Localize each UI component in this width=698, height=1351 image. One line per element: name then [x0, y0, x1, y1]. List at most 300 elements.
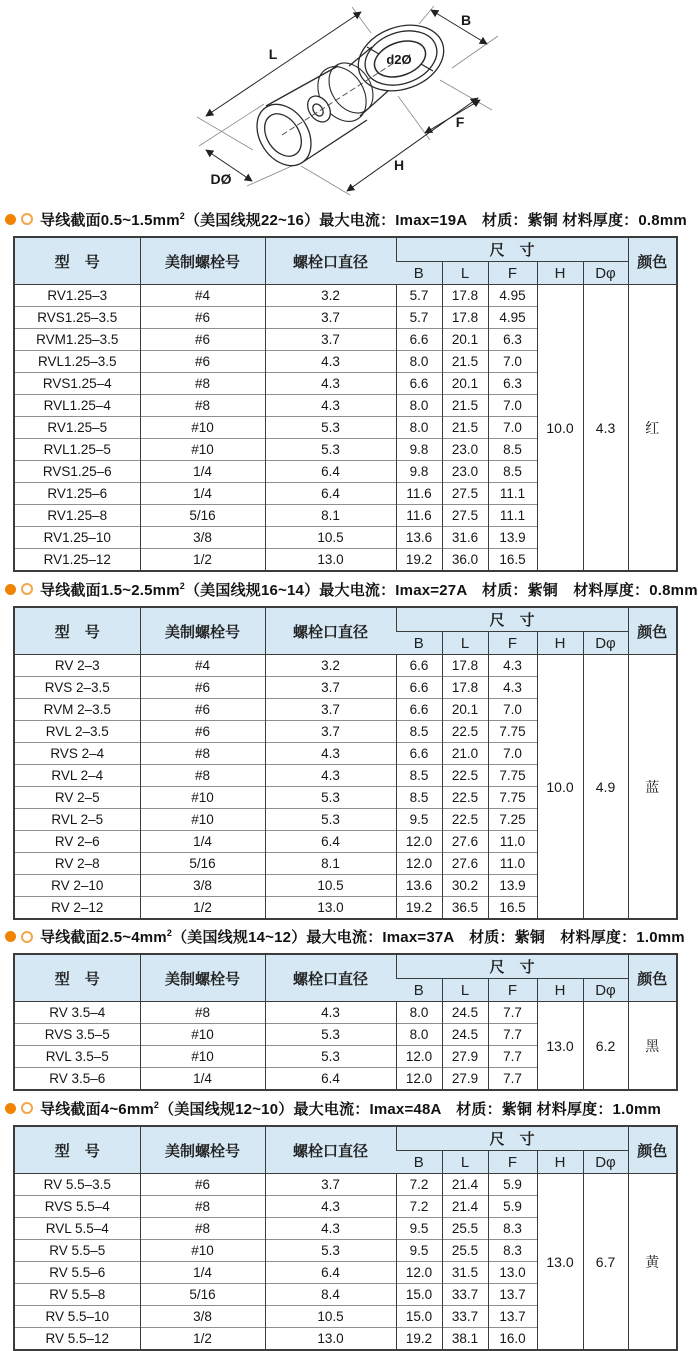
dim-l-cell: 21.5 — [442, 351, 488, 373]
model-cell: RVL1.25–5 — [14, 439, 140, 461]
model-cell: RV 3.5–6 — [14, 1068, 140, 1091]
dim-b-cell: 8.0 — [396, 1002, 442, 1024]
spec-section — [0, 920, 690, 1091]
dim-b-cell: 6.6 — [396, 677, 442, 699]
col-header-hole-diameter: 螺栓口直径 — [265, 237, 396, 285]
dim-dphi-merged-cell: 4.3 — [583, 285, 628, 572]
hole-diameter-cell: 5.3 — [265, 1046, 396, 1068]
dim-dphi-merged-cell: 4.9 — [583, 655, 628, 920]
hole-diameter-cell: 13.0 — [265, 549, 396, 572]
bolt-size-cell: #10 — [140, 1024, 265, 1046]
spec-table — [13, 606, 678, 920]
dim-b-cell: 5.7 — [396, 307, 442, 329]
dim-b-cell: 13.6 — [396, 875, 442, 897]
hole-diameter-cell: 8.1 — [265, 505, 396, 527]
dim-l-cell: 21.5 — [442, 395, 488, 417]
col-header-h: H — [537, 632, 583, 655]
model-cell: RV 3.5–4 — [14, 1002, 140, 1024]
col-header-h: H — [537, 262, 583, 285]
dim-f-cell: 13.9 — [488, 527, 537, 549]
hole-diameter-cell: 4.3 — [265, 743, 396, 765]
spec-table — [13, 1125, 678, 1351]
bolt-size-cell: #4 — [140, 285, 265, 307]
bolt-size-cell: #6 — [140, 329, 265, 351]
dim-l-cell: 27.5 — [442, 505, 488, 527]
model-cell: RVS1.25–3.5 — [14, 307, 140, 329]
dim-b-cell: 19.2 — [396, 549, 442, 572]
bolt-size-cell: 5/16 — [140, 1284, 265, 1306]
dim-l-cell: 27.6 — [442, 853, 488, 875]
hole-diameter-cell: 6.4 — [265, 1262, 396, 1284]
dim-l-cell: 22.5 — [442, 787, 488, 809]
dim-f-cell: 13.0 — [488, 1262, 537, 1284]
bolt-size-cell: #10 — [140, 1240, 265, 1262]
model-cell: RVM1.25–3.5 — [14, 329, 140, 351]
dim-b-cell: 7.2 — [396, 1196, 442, 1218]
dim-b-cell: 19.2 — [396, 1328, 442, 1351]
col-header-model: 型 号 — [14, 1126, 140, 1174]
section-note — [0, 920, 690, 953]
dim-f-cell: 13.7 — [488, 1306, 537, 1328]
dim-label-F: F — [455, 114, 465, 130]
hole-diameter-cell: 4.3 — [265, 1196, 396, 1218]
spec-sections — [0, 202, 698, 1351]
dim-b-cell: 7.2 — [396, 1174, 442, 1196]
col-header-l: L — [442, 1151, 488, 1174]
col-header-size: 尺 寸 — [396, 1126, 628, 1151]
col-header-h: H — [537, 1151, 583, 1174]
dim-f-cell: 4.95 — [488, 285, 537, 307]
col-header-bolt: 美制螺栓号 — [140, 237, 265, 285]
dim-label-H: H — [393, 157, 405, 173]
model-cell: RVL1.25–4 — [14, 395, 140, 417]
dim-b-cell: 5.7 — [396, 285, 442, 307]
dim-l-cell: 30.2 — [442, 875, 488, 897]
col-header-l: L — [442, 979, 488, 1002]
filled-bullet-icon — [5, 584, 16, 595]
hole-diameter-cell: 4.3 — [265, 373, 396, 395]
dim-f-cell: 4.3 — [488, 655, 537, 677]
model-cell: RV 5.5–5 — [14, 1240, 140, 1262]
col-header-b: B — [396, 632, 442, 655]
hole-diameter-cell: 10.5 — [265, 875, 396, 897]
dim-f-cell: 7.7 — [488, 1024, 537, 1046]
dim-l-cell: 27.9 — [442, 1046, 488, 1068]
dim-l-cell: 21.0 — [442, 743, 488, 765]
hollow-bullet-icon — [21, 931, 33, 943]
hole-diameter-cell: 4.3 — [265, 765, 396, 787]
dim-f-cell: 7.25 — [488, 809, 537, 831]
hole-diameter-cell: 10.5 — [265, 527, 396, 549]
col-header-bolt: 美制螺栓号 — [140, 607, 265, 655]
hole-diameter-cell: 6.4 — [265, 483, 396, 505]
hole-diameter-cell: 3.7 — [265, 677, 396, 699]
hole-diameter-cell: 13.0 — [265, 897, 396, 920]
spec-table — [13, 236, 678, 572]
bolt-size-cell: #10 — [140, 417, 265, 439]
dim-l-cell: 23.0 — [442, 439, 488, 461]
hollow-bullet-icon — [21, 1102, 33, 1114]
dim-l-cell: 22.5 — [442, 809, 488, 831]
dim-label-B: B — [460, 12, 472, 28]
dim-l-cell: 17.8 — [442, 655, 488, 677]
dim-l-cell: 20.1 — [442, 373, 488, 395]
model-cell: RV 5.5–8 — [14, 1284, 140, 1306]
filled-bullet-icon — [5, 1103, 16, 1114]
dim-b-cell: 19.2 — [396, 897, 442, 920]
col-header-model: 型 号 — [14, 954, 140, 1002]
dim-l-cell: 22.5 — [442, 765, 488, 787]
bolt-size-cell: #8 — [140, 395, 265, 417]
extension-lines — [197, 6, 498, 195]
dim-f-cell: 8.5 — [488, 461, 537, 483]
hole-diameter-cell: 3.2 — [265, 655, 396, 677]
dim-l-cell: 21.5 — [442, 417, 488, 439]
dim-f-cell: 6.3 — [488, 373, 537, 395]
col-header-color: 颜色 — [628, 607, 677, 655]
dim-f-cell: 7.75 — [488, 721, 537, 743]
model-cell: RV1.25–5 — [14, 417, 140, 439]
section-note — [0, 202, 690, 236]
col-header-l: L — [442, 632, 488, 655]
dim-f-cell: 7.0 — [488, 743, 537, 765]
hole-diameter-cell: 5.3 — [265, 1240, 396, 1262]
model-cell: RVL 5.5–4 — [14, 1218, 140, 1240]
model-cell: RV 5.5–3.5 — [14, 1174, 140, 1196]
dim-l-cell: 31.5 — [442, 1262, 488, 1284]
bolt-size-cell: #10 — [140, 439, 265, 461]
dim-h-merged-cell: 13.0 — [537, 1174, 583, 1351]
bolt-size-cell: #4 — [140, 655, 265, 677]
dim-b-cell: 12.0 — [396, 831, 442, 853]
hole-diameter-cell: 3.7 — [265, 329, 396, 351]
model-cell: RVL 2–5 — [14, 809, 140, 831]
dim-f-cell: 7.0 — [488, 699, 537, 721]
col-header-model: 型 号 — [14, 607, 140, 655]
dim-b-cell: 8.5 — [396, 721, 442, 743]
dim-h-merged-cell: 13.0 — [537, 1002, 583, 1091]
model-cell: RVS 2–4 — [14, 743, 140, 765]
dim-b-cell: 9.8 — [396, 461, 442, 483]
model-cell: RV 2–5 — [14, 787, 140, 809]
dim-label-D: DØ — [210, 171, 232, 187]
section-note — [0, 1091, 690, 1125]
hole-diameter-cell: 3.7 — [265, 721, 396, 743]
table-row — [14, 1174, 677, 1196]
dim-b-cell: 12.0 — [396, 1068, 442, 1091]
dim-b-cell: 12.0 — [396, 1262, 442, 1284]
dim-l-cell: 38.1 — [442, 1328, 488, 1351]
dim-b-cell: 9.8 — [396, 439, 442, 461]
bolt-size-cell: #8 — [140, 373, 265, 395]
dim-b-cell: 15.0 — [396, 1284, 442, 1306]
section-note-text: 导线截面$2.5\sim 4mm^2$（美国线规14~12）最大电流：Imax=37A 材质：紫铜 材料厚度：1.0mm — [40, 928, 685, 946]
col-header-color: 颜色 — [628, 1126, 677, 1174]
filled-bullet-icon — [5, 214, 16, 225]
dim-dphi-merged-cell: 6.2 — [583, 1002, 628, 1091]
hole-diameter-cell: 4.3 — [265, 395, 396, 417]
model-cell: RV1.25–8 — [14, 505, 140, 527]
dim-f-cell: 16.5 — [488, 549, 537, 572]
col-header-size: 尺 寸 — [396, 607, 628, 632]
model-cell: RVS1.25–6 — [14, 461, 140, 483]
col-header-color: 颜色 — [628, 954, 677, 1002]
col-header-f: F — [488, 632, 537, 655]
section-note-text: 导线截面$1.5\sim 2.5mm^2$（美国线规16~14）最大电流：Imax=27A 材质：紫铜 材料厚度：0.8mm — [40, 580, 698, 599]
dim-f-cell: 7.0 — [488, 351, 537, 373]
bolt-size-cell: 5/16 — [140, 505, 265, 527]
spec-section — [0, 202, 690, 572]
dim-f-cell: 16.0 — [488, 1328, 537, 1351]
dim-label-L: L — [268, 46, 278, 62]
dim-l-cell: 17.8 — [442, 677, 488, 699]
model-cell: RV 2–10 — [14, 875, 140, 897]
dim-h-merged-cell: 10.0 — [537, 655, 583, 920]
dim-l-cell: 17.8 — [442, 285, 488, 307]
dim-label-d2: d2Ø — [386, 52, 412, 67]
dim-dphi-merged-cell: 6.7 — [583, 1174, 628, 1351]
dim-l-cell: 20.1 — [442, 699, 488, 721]
dim-f-cell: 13.7 — [488, 1284, 537, 1306]
dim-l-cell: 24.5 — [442, 1002, 488, 1024]
dim-b-cell: 8.5 — [396, 765, 442, 787]
col-header-dphi: Dφ — [583, 979, 628, 1002]
bolt-size-cell: #10 — [140, 787, 265, 809]
dim-b-cell: 9.5 — [396, 1218, 442, 1240]
model-cell: RVS 2–3.5 — [14, 677, 140, 699]
dim-b-cell: 11.6 — [396, 483, 442, 505]
dim-b-cell: 8.0 — [396, 1024, 442, 1046]
dim-f-cell: 7.75 — [488, 787, 537, 809]
model-cell: RV 2–8 — [14, 853, 140, 875]
dim-b-cell: 12.0 — [396, 1046, 442, 1068]
col-header-size: 尺 寸 — [396, 954, 628, 979]
dim-f-cell: 4.3 — [488, 677, 537, 699]
table-row — [14, 655, 677, 677]
bolt-size-cell: #6 — [140, 699, 265, 721]
dim-b-cell: 6.6 — [396, 743, 442, 765]
bolt-size-cell: 1/4 — [140, 831, 265, 853]
dim-f-cell: 7.0 — [488, 395, 537, 417]
dim-b-cell: 8.0 — [396, 351, 442, 373]
dim-f-cell: 11.0 — [488, 831, 537, 853]
dim-b-cell: 6.6 — [396, 329, 442, 351]
centerline — [282, 59, 400, 135]
model-cell: RV 5.5–10 — [14, 1306, 140, 1328]
dim-l-cell: 27.6 — [442, 831, 488, 853]
spec-section — [0, 1091, 690, 1351]
bolt-size-cell: 1/2 — [140, 897, 265, 920]
dim-l-cell: 20.1 — [442, 329, 488, 351]
col-header-model: 型 号 — [14, 237, 140, 285]
hole-diameter-cell: 5.3 — [265, 1024, 396, 1046]
model-cell: RV1.25–10 — [14, 527, 140, 549]
bolt-size-cell: #10 — [140, 1046, 265, 1068]
col-header-b: B — [396, 262, 442, 285]
col-header-l: L — [442, 262, 488, 285]
col-header-f: F — [488, 262, 537, 285]
col-header-dphi: Dφ — [583, 632, 628, 655]
color-cell: 蓝 — [628, 655, 677, 920]
dim-l-cell: 33.7 — [442, 1284, 488, 1306]
dim-l-cell: 27.9 — [442, 1068, 488, 1091]
col-header-b: B — [396, 979, 442, 1002]
dim-l-cell: 33.7 — [442, 1306, 488, 1328]
model-cell: RVL 2–3.5 — [14, 721, 140, 743]
col-header-b: B — [396, 1151, 442, 1174]
model-cell: RVL 3.5–5 — [14, 1046, 140, 1068]
dim-l-cell: 36.0 — [442, 549, 488, 572]
dim-f-cell: 7.7 — [488, 1068, 537, 1091]
color-cell: 红 — [628, 285, 677, 572]
dim-l-cell: 36.5 — [442, 897, 488, 920]
section-note-text: 导线截面$0.5\sim 1.5mm^2$（美国线规22~16）最大电流：Imax=19A 材质：紫铜 材料厚度：0.8mm — [40, 210, 687, 229]
dim-f-cell: 7.75 — [488, 765, 537, 787]
bolt-size-cell: 1/4 — [140, 483, 265, 505]
col-header-f: F — [488, 979, 537, 1002]
dim-f-cell: 11.1 — [488, 483, 537, 505]
hole-diameter-cell: 3.7 — [265, 307, 396, 329]
dim-f-cell: 5.9 — [488, 1174, 537, 1196]
hole-diameter-cell: 6.4 — [265, 461, 396, 483]
hole-diameter-cell: 4.3 — [265, 351, 396, 373]
bolt-size-cell: 1/4 — [140, 1262, 265, 1284]
dim-f-cell: 8.3 — [488, 1240, 537, 1262]
dim-b-cell: 12.0 — [396, 853, 442, 875]
model-cell: RV 5.5–6 — [14, 1262, 140, 1284]
dim-f-cell: 8.3 — [488, 1218, 537, 1240]
hole-diameter-cell: 5.3 — [265, 787, 396, 809]
dim-l-cell: 23.0 — [442, 461, 488, 483]
dim-f-cell: 13.9 — [488, 875, 537, 897]
bolt-size-cell: #6 — [140, 677, 265, 699]
model-cell: RV 2–12 — [14, 897, 140, 920]
col-header-bolt: 美制螺栓号 — [140, 1126, 265, 1174]
dim-f-cell: 5.9 — [488, 1196, 537, 1218]
bolt-size-cell: 1/2 — [140, 1328, 265, 1351]
dim-l-cell: 21.4 — [442, 1196, 488, 1218]
hole-diameter-cell: 8.4 — [265, 1284, 396, 1306]
table-row — [14, 285, 677, 307]
bolt-size-cell: 1/2 — [140, 549, 265, 572]
dim-l-cell: 21.4 — [442, 1174, 488, 1196]
dim-f-cell: 6.3 — [488, 329, 537, 351]
dim-b-cell: 6.6 — [396, 699, 442, 721]
hole-diameter-cell: 8.1 — [265, 853, 396, 875]
model-cell: RV 2–6 — [14, 831, 140, 853]
dim-b-cell: 6.6 — [396, 373, 442, 395]
dim-b-cell: 11.6 — [396, 505, 442, 527]
dim-f-cell: 7.7 — [488, 1002, 537, 1024]
hole-diameter-cell: 10.5 — [265, 1306, 396, 1328]
dim-l-cell: 17.8 — [442, 307, 488, 329]
dim-l-cell: 25.5 — [442, 1218, 488, 1240]
spec-section — [0, 572, 698, 920]
col-header-bolt: 美制螺栓号 — [140, 954, 265, 1002]
bolt-size-cell: #10 — [140, 809, 265, 831]
dim-f-cell: 7.0 — [488, 417, 537, 439]
dim-h-merged-cell: 10.0 — [537, 285, 583, 572]
dim-l-cell: 27.5 — [442, 483, 488, 505]
col-header-color: 颜色 — [628, 237, 677, 285]
dim-l-cell: 22.5 — [442, 721, 488, 743]
dim-f-cell: 4.95 — [488, 307, 537, 329]
bolt-size-cell: #6 — [140, 307, 265, 329]
col-header-hole-diameter: 螺栓口直径 — [265, 1126, 396, 1174]
dim-b-cell: 9.5 — [396, 809, 442, 831]
dim-l-cell: 31.6 — [442, 527, 488, 549]
model-cell: RV 2–3 — [14, 655, 140, 677]
hole-diameter-cell: 6.4 — [265, 831, 396, 853]
dim-l-cell: 25.5 — [442, 1240, 488, 1262]
bolt-size-cell: #8 — [140, 1218, 265, 1240]
color-cell: 黄 — [628, 1174, 677, 1351]
hollow-bullet-icon — [21, 213, 33, 225]
bolt-size-cell: #6 — [140, 721, 265, 743]
color-cell: 黑 — [628, 1002, 677, 1091]
table-row — [14, 1002, 677, 1024]
dim-f-cell: 7.7 — [488, 1046, 537, 1068]
dim-f-cell: 11.1 — [488, 505, 537, 527]
model-cell: RV1.25–3 — [14, 285, 140, 307]
dimension-lines — [206, 10, 487, 191]
col-header-h: H — [537, 979, 583, 1002]
dim-f-cell: 16.5 — [488, 897, 537, 920]
bolt-size-cell: 1/4 — [140, 1068, 265, 1091]
terminal-diagram — [0, 0, 690, 202]
hole-diameter-cell: 5.3 — [265, 809, 396, 831]
terminal-diagram-svg — [0, 0, 690, 202]
hole-diameter-cell: 13.0 — [265, 1328, 396, 1351]
hole-diameter-cell: 5.3 — [265, 439, 396, 461]
model-cell: RVL1.25–3.5 — [14, 351, 140, 373]
dim-b-cell: 8.0 — [396, 395, 442, 417]
model-cell: RVL 2–4 — [14, 765, 140, 787]
col-header-hole-diameter: 螺栓口直径 — [265, 607, 396, 655]
bolt-size-cell: 5/16 — [140, 853, 265, 875]
bolt-size-cell: #8 — [140, 765, 265, 787]
bolt-size-cell: 3/8 — [140, 875, 265, 897]
model-cell: RV1.25–6 — [14, 483, 140, 505]
hollow-bullet-icon — [21, 583, 33, 595]
col-header-f: F — [488, 1151, 537, 1174]
col-header-hole-diameter: 螺栓口直径 — [265, 954, 396, 1002]
bolt-size-cell: #8 — [140, 743, 265, 765]
col-header-dphi: Dφ — [583, 1151, 628, 1174]
hole-diameter-cell: 3.2 — [265, 285, 396, 307]
dim-b-cell: 13.6 — [396, 527, 442, 549]
model-cell: RVS 5.5–4 — [14, 1196, 140, 1218]
bolt-size-cell: #6 — [140, 1174, 265, 1196]
model-cell: RV 5.5–12 — [14, 1328, 140, 1351]
dim-b-cell: 8.0 — [396, 417, 442, 439]
dim-b-cell: 6.6 — [396, 655, 442, 677]
spec-table — [13, 953, 678, 1091]
bolt-size-cell: 1/4 — [140, 461, 265, 483]
dim-b-cell: 9.5 — [396, 1240, 442, 1262]
dim-f-cell: 11.0 — [488, 853, 537, 875]
model-cell: RVS 3.5–5 — [14, 1024, 140, 1046]
hole-diameter-cell: 3.7 — [265, 1174, 396, 1196]
col-header-dphi: Dφ — [583, 262, 628, 285]
hole-diameter-cell: 5.3 — [265, 417, 396, 439]
bolt-size-cell: 3/8 — [140, 527, 265, 549]
section-note-text: 导线截面$4\sim 6mm^2$（美国线规12~10）最大电流：Imax=48A 材质：紫铜 材料厚度：1.0mm — [40, 1099, 662, 1118]
filled-bullet-icon — [5, 931, 16, 942]
bolt-size-cell: #8 — [140, 1196, 265, 1218]
bolt-size-cell: #6 — [140, 351, 265, 373]
hole-diameter-cell: 4.3 — [265, 1002, 396, 1024]
